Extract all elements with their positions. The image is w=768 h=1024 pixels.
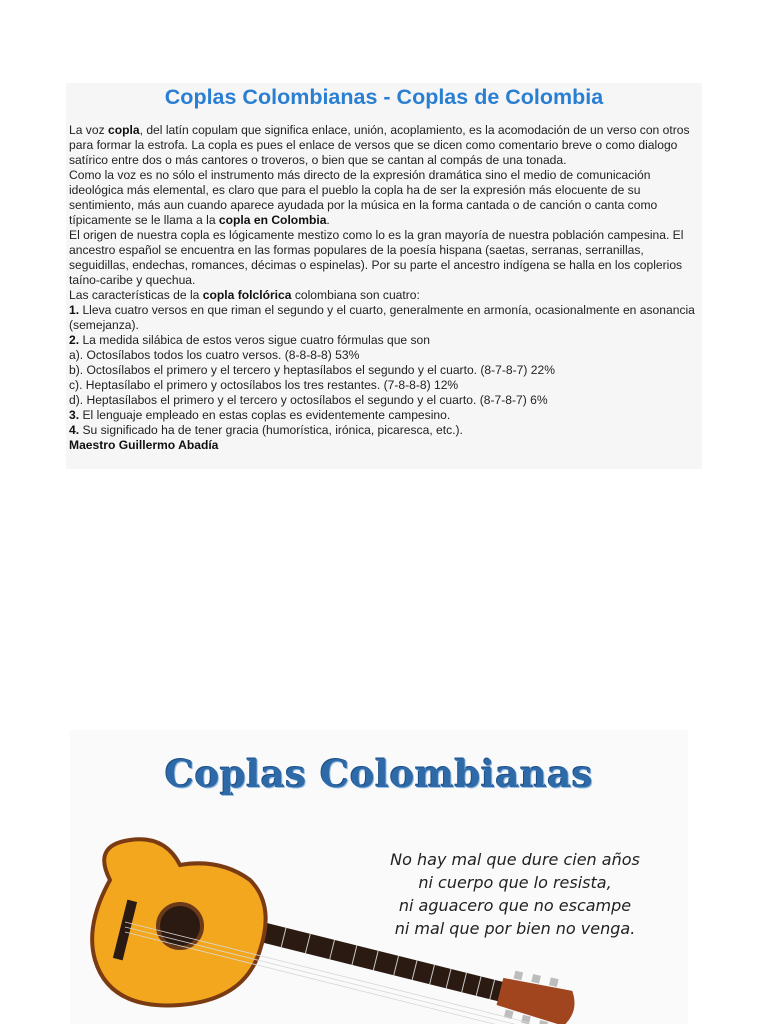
item-text: Lleva cuatro versos en que riman el segundo y el cuarto, generalmente en armonía, ocasionalmente en asonancia (semejanza). xyxy=(69,303,695,332)
bold-term: copla en Colombia xyxy=(218,213,327,227)
poster-title: Coplas Colombianas xyxy=(164,752,594,796)
article-body xyxy=(69,123,702,453)
author-name: Maestro Guillermo Abadía xyxy=(69,438,219,452)
article-title: Coplas Colombianas - Coplas de Colombia xyxy=(164,85,604,109)
text-run: Las características de la xyxy=(69,288,203,302)
text-run: Como la voz es no sólo el instrumento más directo de la expresión dramática sino el medio de comunicación ideológica más elemental, es claro que para el pueblo la copla ha de ser la expresión más elocuente de su sentimiento, más aun cuando aparece ayudada por la música en la forma cantada o de canción o canta como típicamente se le llama a la xyxy=(69,168,658,227)
list-item xyxy=(69,303,702,333)
item-text: El lenguaje empleado en estas coplas es evidentemente campesino. xyxy=(79,408,451,422)
quote-line: ni aguacero que no escampe xyxy=(398,896,632,915)
paragraph-characteristics xyxy=(69,288,702,303)
poster-image xyxy=(70,730,688,1024)
text-run: , del latín copulam que significa enlace, unión, acoplamiento, es la acomodación de un verso con otros para formar la estrofa. La copla es pues el enlace de versos que se dicen como comentario breve o como dialogo satírico entre dos o más cantores o troveros, o bien que se cantan al compás de una tonada. xyxy=(69,123,690,167)
article-panel xyxy=(66,83,702,469)
text-run: La voz xyxy=(69,123,108,137)
item-number: 2. xyxy=(69,333,80,347)
text-run: . xyxy=(326,213,330,227)
quote-line: ni mal que por bien no venga. xyxy=(394,919,636,938)
bold-term: copla xyxy=(108,123,140,137)
text-run: colombiana son cuatro: xyxy=(291,288,420,302)
bold-term: copla folclórica xyxy=(202,288,292,302)
copla-quote xyxy=(370,848,660,940)
paragraph-origin: El origen de nuestra copla es lógicamente mestizo como lo es la gran mayoría de nuestra población campesina. El ancestro español se encuentra en las formas populares de la poesía hispana (saetas, serranas, serranillas, seguidillas, endechas, romances, décimas o espinelas). Por su parte el ancestro indígena se halla en los coplerios taíno-caribe y quechua. xyxy=(69,228,684,287)
quote-line: No hay mal que dure cien años xyxy=(390,850,640,869)
list-item xyxy=(69,423,702,438)
list-item xyxy=(69,408,702,423)
item-number: 3. xyxy=(69,408,80,422)
author xyxy=(69,438,702,453)
sub-item: d). Heptasílabos el primero y el tercero y octosílabos el segundo y el cuarto. (8-7-8-7) 6% xyxy=(69,393,548,407)
sub-item: c). Heptasílabo el primero y octosílabos los tres restantes. (7-8-8-8) 12% xyxy=(69,378,459,392)
item-number: 4. xyxy=(69,423,80,437)
item-number: 1. xyxy=(69,303,80,317)
paragraph-intro xyxy=(69,123,702,168)
item-text: La medida silábica de estos veros sigue cuatro fórmulas que son xyxy=(79,333,431,347)
sub-item: a). Octosílabos todos los cuatro versos. (8-8-8-8) 53% xyxy=(69,348,360,362)
item-text: Su significado ha de tener gracia (humorística, irónica, picaresca, etc.). xyxy=(79,423,463,437)
quote-line: ni cuerpo que lo resista, xyxy=(418,873,612,892)
sub-item: b). Octosílabos el primero y el tercero y heptasílabos el segundo y el cuarto. (8-7-8-7) 22% xyxy=(69,363,555,377)
paragraph-voice xyxy=(69,168,702,228)
list-item xyxy=(69,333,702,348)
